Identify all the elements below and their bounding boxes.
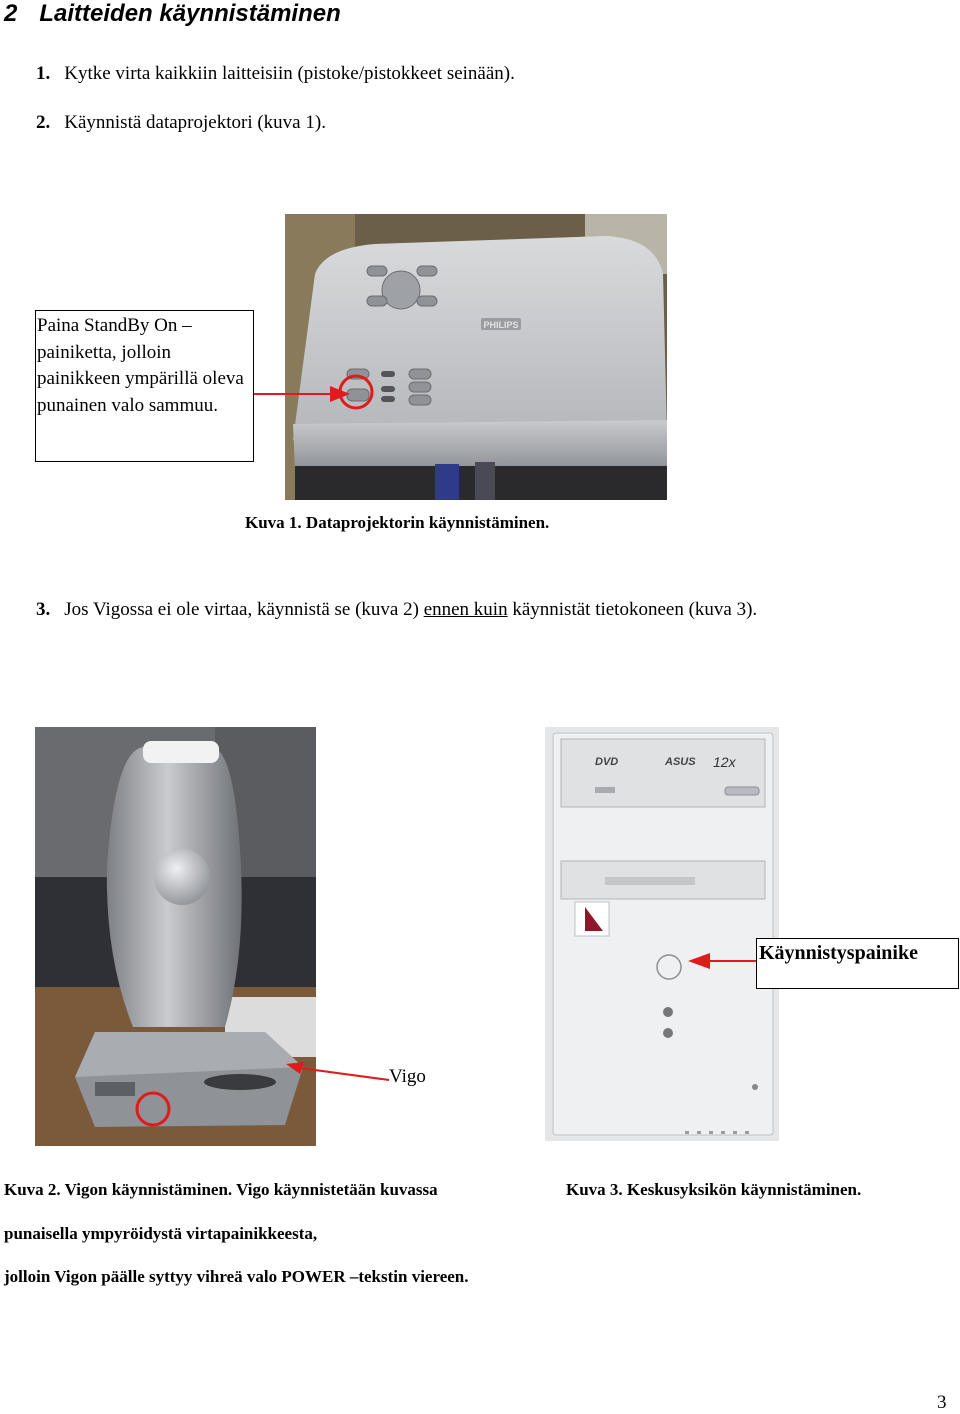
drive-speed-label: 12x bbox=[713, 754, 736, 770]
step-1 bbox=[36, 63, 515, 85]
standby-instruction-callout bbox=[35, 310, 254, 462]
power-button-label: Käynnistyspainike bbox=[759, 942, 918, 964]
step-number: 2. bbox=[36, 112, 51, 133]
callout-text: Paina StandBy On – painiketta, jolloin painikkeen ympärillä oleva punainen valo sammuu. bbox=[37, 315, 244, 416]
step-text: Jos Vigossa ei ole virtaa, käynnistä se (kuva 2) bbox=[64, 599, 424, 620]
vigo-photo bbox=[35, 727, 316, 1146]
figure-2-caption-line-1: Kuva 2. Vigon käynnistäminen. Vigo käynnistetään kuvassa bbox=[4, 1180, 438, 1199]
power-button-arrow bbox=[686, 948, 766, 976]
projector-photo bbox=[285, 214, 667, 500]
figure-2-caption-line-3: jolloin Vigon päälle syttyy vihreä valo POWER –tekstin viereen. bbox=[4, 1267, 469, 1286]
callout-arrow bbox=[250, 380, 360, 410]
pc-power-button bbox=[657, 955, 681, 979]
projector-logo: PHILIPS bbox=[483, 320, 519, 330]
step-number: 1. bbox=[36, 63, 51, 84]
drive-format-logo: DVD bbox=[595, 756, 619, 768]
pc-tower-photo bbox=[545, 727, 779, 1141]
figure-3-caption: Kuva 3. Keskusyksikön käynnistäminen. bbox=[566, 1180, 862, 1199]
section-number: 2 bbox=[4, 0, 18, 27]
section-title: Laitteiden käynnistäminen bbox=[39, 0, 341, 27]
figure-1-caption: Kuva 1. Dataprojektorin käynnistäminen. bbox=[245, 513, 550, 532]
step-2 bbox=[36, 112, 326, 134]
power-button-label-box bbox=[756, 938, 959, 989]
section-heading bbox=[4, 0, 341, 28]
vigo-arrow bbox=[284, 1052, 394, 1088]
step-3 bbox=[36, 599, 757, 621]
figure-2-caption-line-2: punaisella ympyröidystä virtapainikkeesta, bbox=[4, 1224, 318, 1243]
step-text-underlined: ennen kuin bbox=[423, 599, 508, 620]
step-text: Käynnistä dataprojektori (kuva 1). bbox=[64, 112, 326, 133]
step-text: Kytke virta kaikkiin laitteisiin (pistoke/pistokkeet seinään). bbox=[64, 63, 515, 84]
page-number: 3 bbox=[937, 1392, 947, 1413]
step-text: käynnistät tietokoneen (kuva 3). bbox=[507, 599, 758, 620]
step-number: 3. bbox=[36, 599, 51, 620]
drive-brand-logo: ASUS bbox=[665, 756, 696, 768]
vigo-label: Vigo bbox=[389, 1066, 426, 1087]
